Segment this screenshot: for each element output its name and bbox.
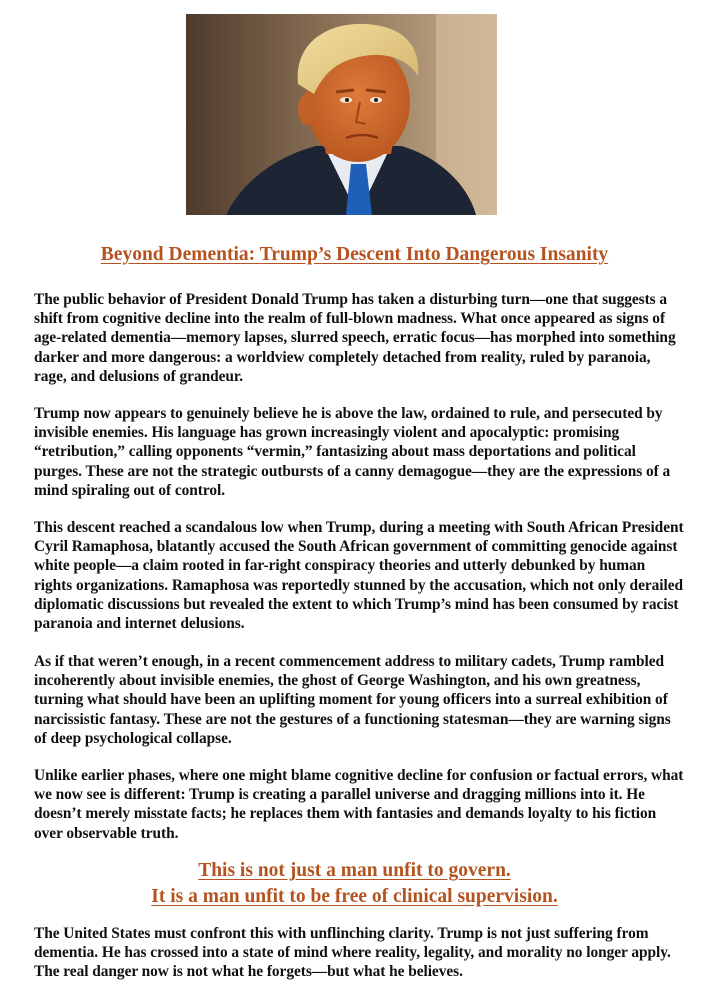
portrait-photo	[186, 14, 497, 215]
article-title: Beyond Dementia: Trump’s Descent Into Dangerous Insanity	[100, 244, 609, 265]
article-paragraph: Unlike earlier phases, where one might blame cognitive decline for confusion or factual errors, what we now see is different: Trump is creating a parallel universe and dragging millions into it. He doesn’t merely misstate facts; he replaces them with fantasies and demands loyalty to his fiction over observable truth.	[34, 767, 684, 842]
callout-line: It is a man unfit to be free of clinical supervision.	[151, 886, 558, 907]
article-paragraph: The public behavior of President Donald Trump has taken a disturbing turn—one that suggests a shift from cognitive decline into the realm of full-blown madness. What once appeared as signs of age-related dementia—memory lapses, slurred speech, erratic focus—has morphed into something darker and more dangerous: a worldview completely detached from reality, ruled by paranoia, rage, and delusions of grandeur.	[34, 291, 676, 385]
article-paragraph: This descent reached a scandalous low when Trump, during a meeting with South African President Cyril Ramaphosa, blatantly accused the South African government of committing genocide against white people—a claim rooted in far-right conspiracy theories and utterly debunked by human rights organizations. Ramaphosa was reportedly stunned by the accusation, which not only derailed diplomatic discussions but revealed the extent to which Trump’s mind has been consumed by racist paranoia and internet delusions.	[34, 519, 684, 633]
article-paragraph: As if that weren’t enough, in a recent commencement address to military cadets, Trump rambled incoherently about invisible enemies, the ghost of George Washington, and his own greatness, turning what should have been an uplifting moment for young officers into a surreal exhibition of narcissistic fantasy. These are not the gestures of a functioning statesman—they are warning signs of deep psychological collapse.	[34, 653, 671, 747]
portrait-illustration	[186, 14, 497, 215]
article-paragraph: The United States must confront this with unflinching clarity. Trump is not just suffering from dementia. He has crossed into a state of mind where reality, legality, and morality no longer apply. The real danger now is not what he forgets—but what he believes.	[34, 925, 671, 981]
article-paragraph: Trump now appears to genuinely believe he is above the law, ordained to rule, and persecuted by invisible enemies. His language has grown increasingly violent and apocalyptic: promising “retribution,” calling opponents “vermin,” fantasizing about mass deportations and political purges. These are not the strategic outbursts of a canny demagogue—they are the expressions of a mind spiraling out of control.	[34, 405, 671, 499]
callout-block	[20, 858, 689, 910]
callout-line: This is not just a man unfit to govern.	[198, 860, 511, 881]
